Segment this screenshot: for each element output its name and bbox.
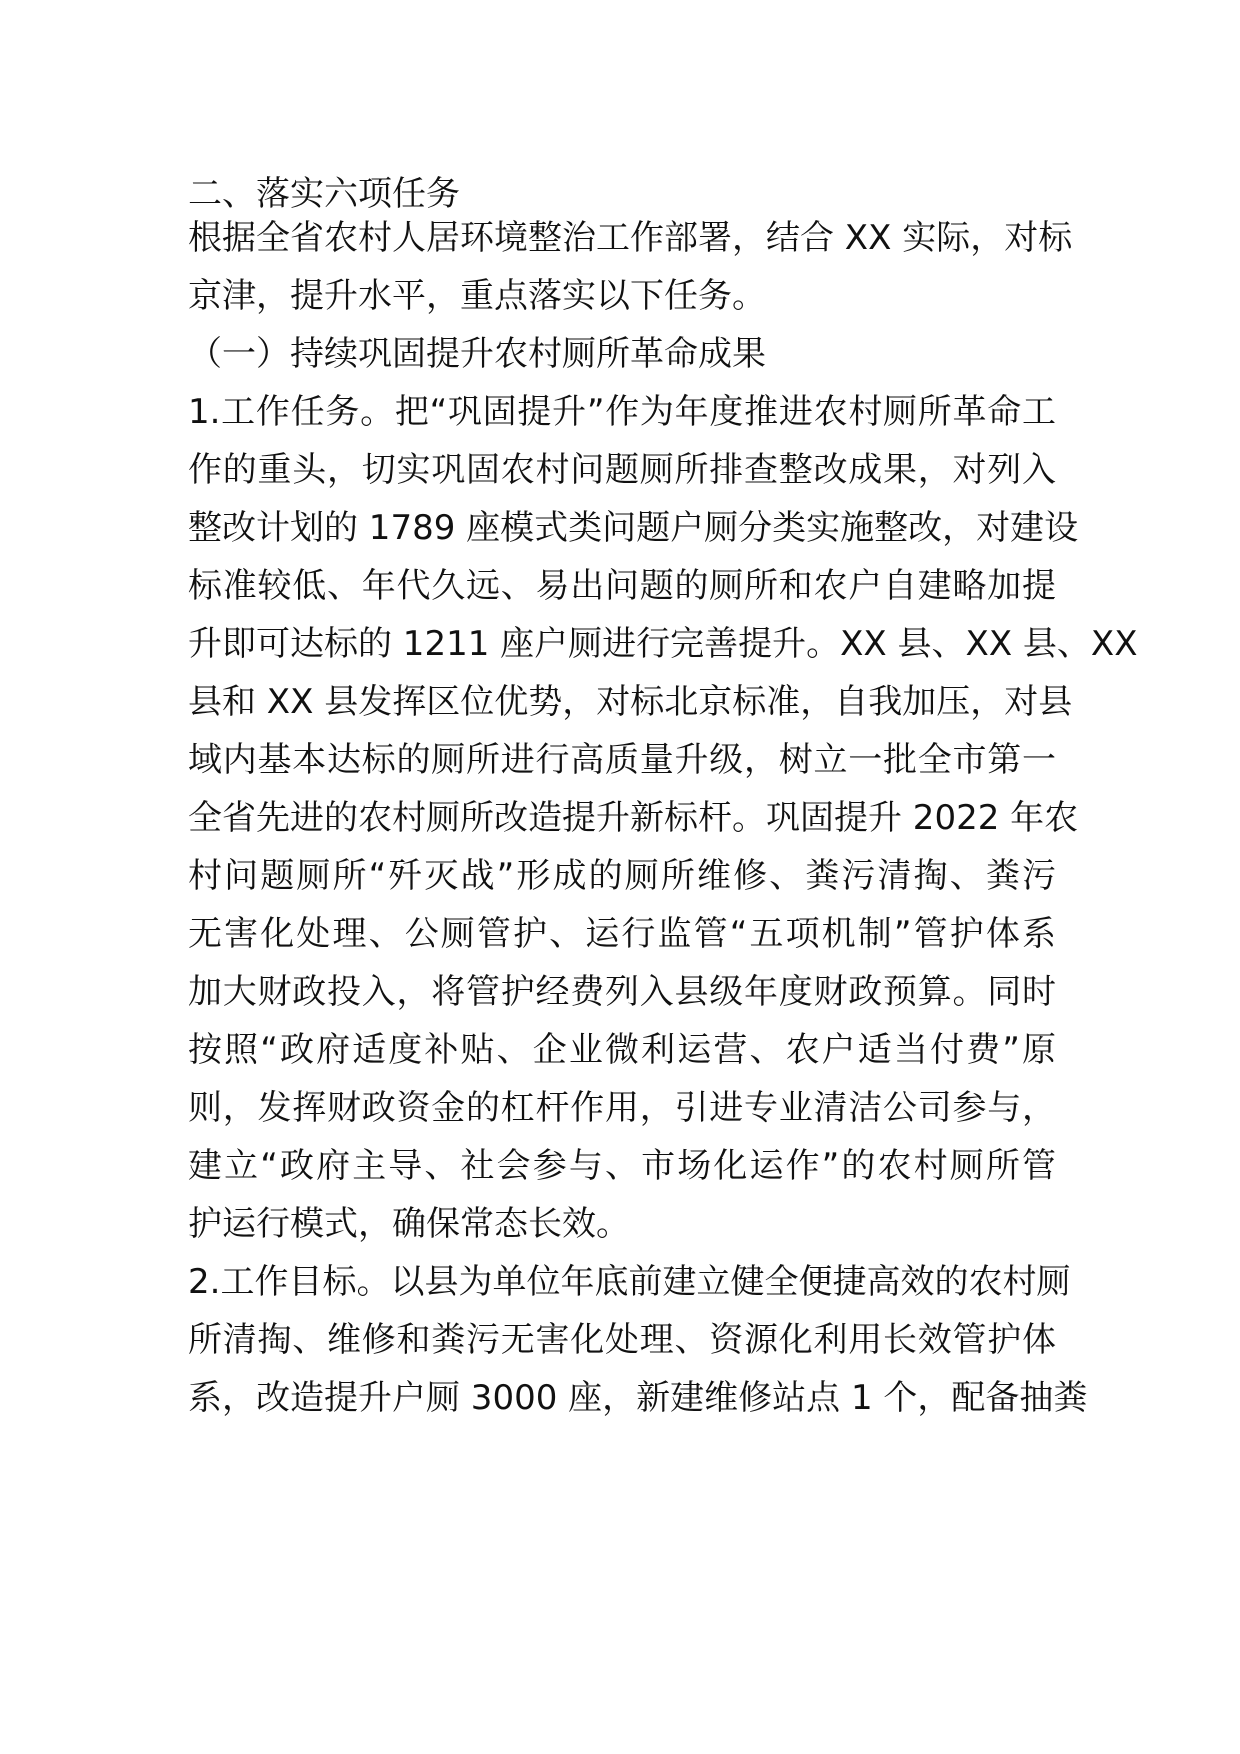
body-paragraph-line: 根据全省农村人居环境整治工作部署，结合 XX 实际，对标 xyxy=(188,218,1073,258)
body-paragraph-line: 无害化处理、公厕管护、运行监管“五项机制”管护体系 xyxy=(188,914,1056,954)
body-paragraph-line: 域内基本达标的厕所进行高质量升级，树立一批全市第一 xyxy=(188,740,1056,780)
body-paragraph-line: 则，发挥财政资金的杠杆作用，引进专业清洁公司参与， xyxy=(188,1088,1056,1128)
body-paragraph-line: 作的重头，切实巩固农村问题厕所排查整改成果，对列入 xyxy=(188,450,1056,490)
body-paragraph-line: 系，改造提升户厕 3000 座，新建维修站点 1 个，配备抽粪 xyxy=(188,1378,1088,1418)
section-heading: 二、落实六项任务 xyxy=(188,174,460,214)
body-paragraph-line: 县和 XX 县发挥区位优势，对标北京标准，自我加压，对县 xyxy=(188,682,1073,722)
body-paragraph-line: 标准较低、年代久远、易出问题的厕所和农户自建略加提 xyxy=(188,566,1056,606)
body-paragraph-line: 1.工作任务。把“巩固提升”作为年度推进农村厕所革命工 xyxy=(188,392,1056,432)
subsection-heading: （一）持续巩固提升农村厕所革命成果 xyxy=(188,334,766,374)
body-paragraph-line: 护运行模式，确保常态长效。 xyxy=(188,1204,630,1244)
body-paragraph-line: 按照“政府适度补贴、企业微利运营、农户适当付费”原 xyxy=(188,1030,1056,1070)
body-paragraph-line: 全省先进的农村厕所改造提升新标杆。巩固提升 2022 年农 xyxy=(188,798,1079,838)
body-paragraph-line: 村问题厕所“歼灭战”形成的厕所维修、粪污清掏、粪污 xyxy=(188,856,1056,896)
body-paragraph-line: 京津，提升水平，重点落实以下任务。 xyxy=(188,276,766,316)
body-paragraph-line: 加大财政投入，将管护经费列入县级年度财政预算。同时 xyxy=(188,972,1056,1012)
body-paragraph-line: 整改计划的 1789 座模式类问题户厕分类实施整改，对建设 xyxy=(188,508,1079,548)
body-paragraph-line: 所清掏、维修和粪污无害化处理、资源化利用长效管护体 xyxy=(188,1320,1056,1360)
body-paragraph-line: 建立“政府主导、社会参与、市场化运作”的农村厕所管 xyxy=(188,1146,1056,1186)
body-paragraph-line: 升即可达标的 1211 座户厕进行完善提升。XX 县、XX 县、XX xyxy=(188,624,1138,664)
body-paragraph-line: 2.工作目标。以县为单位年底前建立健全便捷高效的农村厕 xyxy=(188,1262,1071,1302)
